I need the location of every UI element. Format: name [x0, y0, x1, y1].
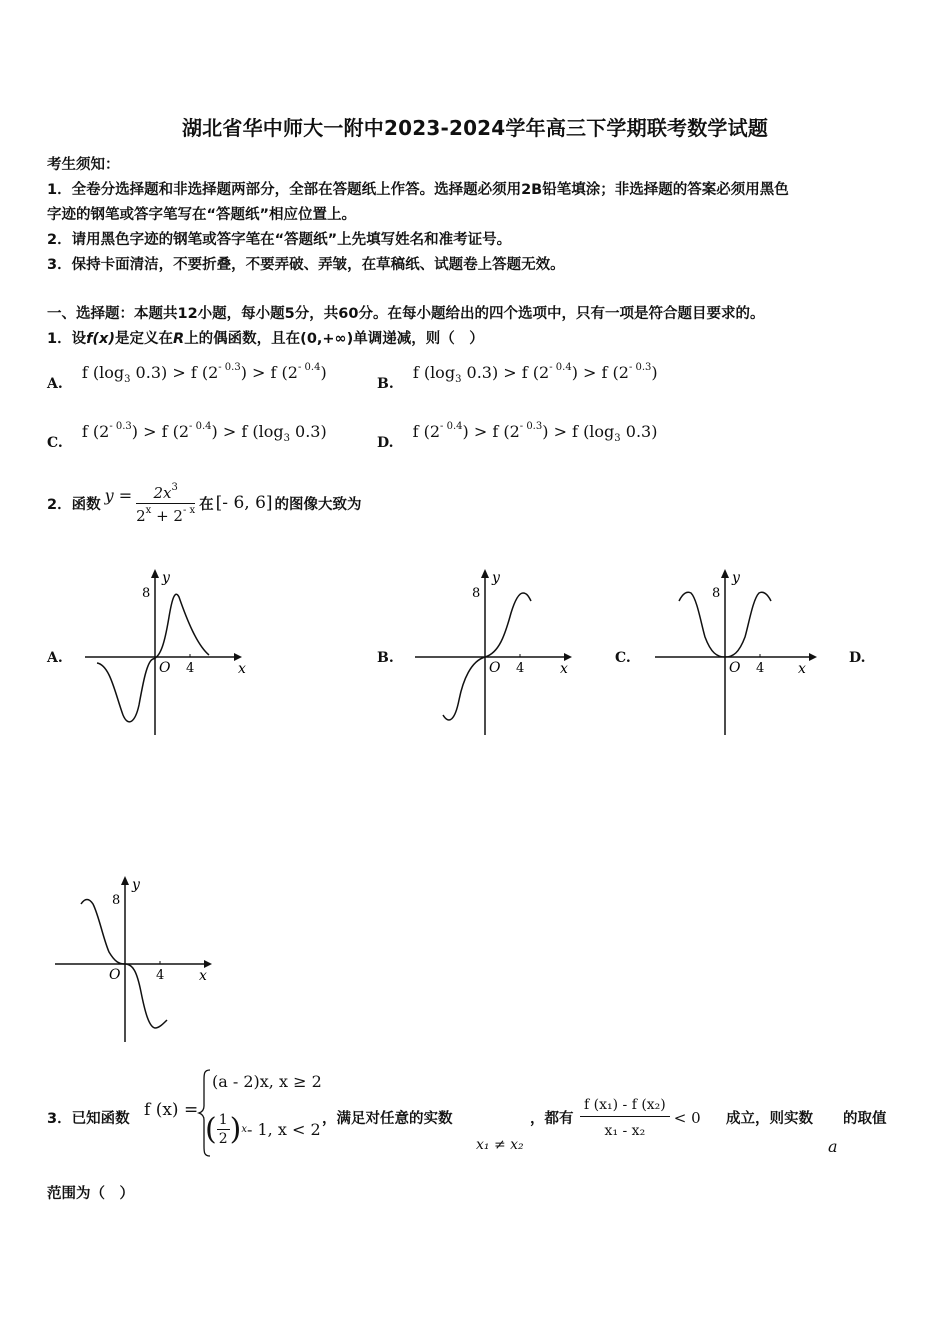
graph-d	[55, 872, 220, 1047]
q2-post: 的图像大致为	[274, 496, 362, 513]
q2-y: y =	[104, 485, 133, 505]
page-title: 湖北省华中师大一附中2023-2024学年高三下学期联考数学试题	[181, 116, 769, 140]
q1-option-b[interactable]	[377, 362, 658, 392]
graph-a	[85, 565, 245, 740]
graph-d-y-label: y	[132, 877, 140, 893]
option-label: C.	[47, 435, 63, 451]
q3-pre: 3．已知函数	[47, 1111, 130, 1127]
q1-option-c[interactable]	[47, 421, 327, 451]
graph-b-y-label: y	[492, 570, 500, 586]
q1-pre: 1．设	[47, 331, 87, 347]
q3-mid-2: ，都有	[530, 1111, 574, 1127]
q1-option-a[interactable]	[47, 362, 327, 392]
q2-option-d-label[interactable]: D.	[849, 650, 866, 666]
option-label: B.	[377, 376, 394, 392]
graph-d-x-tick: 4	[156, 968, 165, 983]
notice-line-2: 2．请用黑色字迹的钢笔或答字笔在“答题纸”上先填写姓名和准考证号。	[47, 232, 512, 248]
q1-R: R	[173, 331, 185, 347]
graph-c-x-tick: 4	[756, 661, 765, 676]
q3-fx: f (x) =	[144, 1100, 199, 1120]
notice-heading: 考生须知：	[47, 157, 120, 173]
q2-stem	[47, 478, 362, 528]
q3-mid-3: 成立，则实数	[726, 1111, 813, 1127]
notice-line-1: 1．全卷分选择题和非选择题两部分，全部在答题纸上作答。选择题必须用2B铅笔填涂；非选择题的答案必须用黑色	[47, 182, 789, 198]
q2-pre: 2．函数	[47, 496, 101, 513]
graph-a-y-label: y	[162, 570, 170, 586]
graph-c	[655, 565, 820, 740]
option-label: A.	[47, 376, 63, 392]
graph-d-origin: O	[109, 967, 121, 983]
graph-c-y-label: y	[732, 570, 740, 586]
q3-var-a: a	[828, 1137, 838, 1156]
q2-option-a-label[interactable]: A.	[47, 650, 63, 666]
graph-b-origin: O	[489, 660, 501, 676]
graph-a-x-label: x	[238, 661, 246, 677]
notice-line-1b: 字迹的钢笔或答字笔写在“答题纸”相应位置上。	[47, 207, 357, 223]
graph-b-y-tick: 8	[472, 586, 481, 601]
q1-fx: f(x)	[86, 331, 116, 347]
q2-fraction: $\frac{2x^3}{2^x + 2^{- x}}$	[136, 481, 196, 525]
q3-condition: x₁ ≠ x₂	[476, 1137, 524, 1153]
section-heading: 一、选择题：本题共12小题，每小题5分，共60分。在每小题给出的四个选项中，只有一项是符合题目要求的。	[47, 306, 765, 322]
graph-b-x-label: x	[560, 661, 568, 677]
q3-piece-1: (a - 2)x, x ≥ 2	[212, 1072, 322, 1091]
graph-b-x-tick: 4	[516, 661, 525, 676]
graph-a-x-tick: 4	[186, 661, 195, 676]
q3-piece-2: ( $\frac{1}{2}$ ) x - 1, x < 2	[205, 1111, 321, 1147]
q2-mid: 在	[199, 496, 214, 513]
graph-a-y-tick: 8	[142, 586, 151, 601]
q2-interval: [- 6, 6]	[215, 493, 273, 513]
q3-line-2: 范围为（ ）	[47, 1186, 134, 1202]
q2-option-b-label[interactable]: B.	[377, 650, 394, 666]
option-label: D.	[377, 435, 394, 451]
q1-stem	[47, 327, 484, 348]
graph-d-x-label: x	[199, 968, 207, 984]
notice-line-3: 3．保持卡面清洁，不要折叠，不要弄破、弄皱，在草稿纸、试题卷上答题无效。	[47, 257, 565, 273]
q3-post: 的取值	[843, 1111, 887, 1127]
q1-post: 上的偶函数，且在(0,+∞)单调递减，则（ ）	[184, 331, 484, 347]
graph-c-y-tick: 8	[712, 586, 721, 601]
option-expression: f $(2^{- 0.4}) > f$ $(2^{- 0.3}) > f$ ($\log_3$ 0.3)	[412, 421, 658, 444]
q1-option-d[interactable]	[377, 421, 658, 451]
option-expression: f ($\log_3$ 0.3) > f $(2^{- 0.4}) > f$ $(2^{- 0.3})$	[412, 362, 658, 385]
q2-option-c-label[interactable]: C.	[615, 650, 631, 666]
graph-c-x-label: x	[798, 661, 806, 677]
graph-b	[415, 565, 575, 740]
option-expression: f $(2^{- 0.3}) > f$ $(2^{- 0.4}) > f$ ($\log_3$ 0.3)	[81, 421, 327, 444]
q1-mid: 是定义在	[115, 331, 174, 347]
graph-a-origin: O	[159, 660, 171, 676]
graph-d-y-tick: 8	[112, 893, 121, 908]
q3-mid-1: ，满足对任意的实数	[322, 1111, 453, 1127]
option-expression: f ($\log_3$ 0.3) > f $(2^{- 0.3}) > f$ $(2^{- 0.4})$	[81, 362, 327, 385]
q3-inequality: $\frac{\text{f (x₁) - f (x₂)}}{\text{x₁ - x₂}}$ < 0	[580, 1097, 701, 1139]
graph-c-origin: O	[729, 660, 741, 676]
